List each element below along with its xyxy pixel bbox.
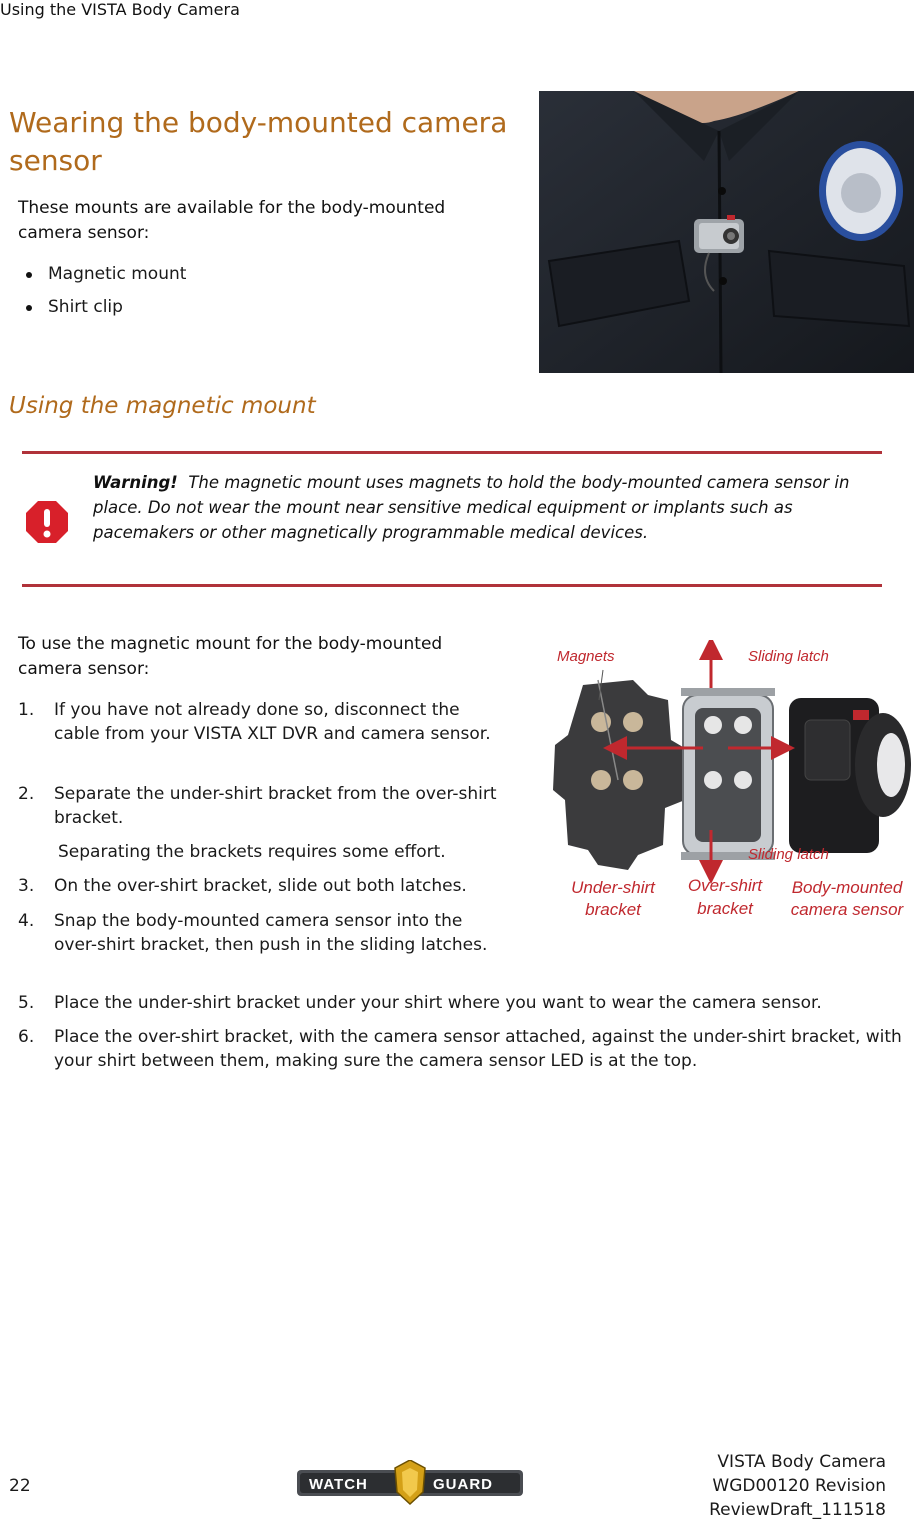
over-shirt-bracket bbox=[681, 688, 775, 860]
doc-info bbox=[640, 1450, 886, 1522]
mounts-intro: These mounts are available for the body-mounted camera sensor: bbox=[18, 198, 446, 243]
label-over-shirt: Over-shirt bbox=[687, 876, 763, 895]
under-shirt-bracket bbox=[553, 680, 688, 870]
list-item: 4. Snap the body-mounted camera sensor into the over-shirt bracket, then push in the sliding latches. bbox=[18, 911, 488, 955]
svg-text:WATCH: WATCH bbox=[309, 1476, 368, 1493]
list-item: 2. Separate the under-shirt bracket from the over-shirt bracket. bbox=[18, 784, 497, 828]
warning-top-rule bbox=[22, 451, 882, 454]
bullet-icon bbox=[26, 305, 32, 311]
list-item: 5. Place the under-shirt bracket under your shirt where you want to wear the camera sensor. bbox=[18, 993, 822, 1013]
page-number: 22 bbox=[9, 1476, 31, 1496]
label-body-mounted: Body-mounted bbox=[791, 878, 903, 897]
svg-text:GUARD: GUARD bbox=[433, 1476, 493, 1493]
label-sliding-latch-bottom: Sliding latch bbox=[748, 846, 829, 863]
warning-message bbox=[93, 470, 863, 545]
section-title: Wearing the body-mounted camera sensor bbox=[9, 106, 508, 177]
bullet-icon bbox=[26, 272, 32, 278]
watchguard-logo bbox=[297, 1460, 523, 1506]
warning-text: The magnetic mount uses magnets to hold the body-mounted camera sensor in place. Do not wear the mount near sensitive medical equipment or implants such as pacemakers or other magnetically programmable medical devices. bbox=[93, 473, 850, 542]
mount-diagram bbox=[553, 640, 915, 925]
label-sliding-latch-top: Sliding latch bbox=[748, 648, 829, 665]
doc-title: VISTA Body Camera bbox=[717, 1452, 886, 1472]
label-over-shirt-2: bracket bbox=[697, 899, 753, 918]
officer-photo bbox=[539, 91, 914, 373]
doc-draft: ReviewDraft_111518 bbox=[709, 1500, 886, 1520]
procedure-intro: To use the magnetic mount for the body-mounted camera sensor: bbox=[18, 634, 443, 679]
subsection-title: Using the magnetic mount bbox=[9, 393, 316, 419]
running-header: Using the VISTA Body Camera bbox=[0, 0, 240, 19]
warning-bottom-rule bbox=[22, 584, 882, 587]
warning-icon bbox=[25, 500, 69, 544]
list-item-note: Separating the brackets requires some effort. bbox=[58, 842, 446, 862]
mount-list bbox=[22, 262, 186, 328]
label-under-shirt-2: bracket bbox=[585, 900, 641, 919]
list-item: Shirt clip bbox=[22, 295, 186, 328]
camera-sensor bbox=[789, 698, 911, 853]
doc-revision: WGD00120 Revision bbox=[712, 1476, 886, 1496]
warning-label: Warning! bbox=[93, 473, 178, 492]
list-item: 6. Place the over-shirt bracket, with the camera sensor attached, against the under-shirt bracket, with your shirt between them, making sure the camera sensor LED is at the top. bbox=[18, 1027, 902, 1071]
list-item: 3. On the over-shirt bracket, slide out both latches. bbox=[18, 876, 467, 896]
list-item: 1. If you have not already done so, disconnect the cable from your VISTA XLT DVR and camera sensor. bbox=[18, 700, 491, 744]
list-item: Magnetic mount bbox=[22, 262, 186, 295]
label-camera-sensor: camera sensor bbox=[790, 900, 904, 919]
label-magnets: Magnets bbox=[557, 648, 615, 665]
label-under-shirt: Under-shirt bbox=[571, 878, 655, 897]
